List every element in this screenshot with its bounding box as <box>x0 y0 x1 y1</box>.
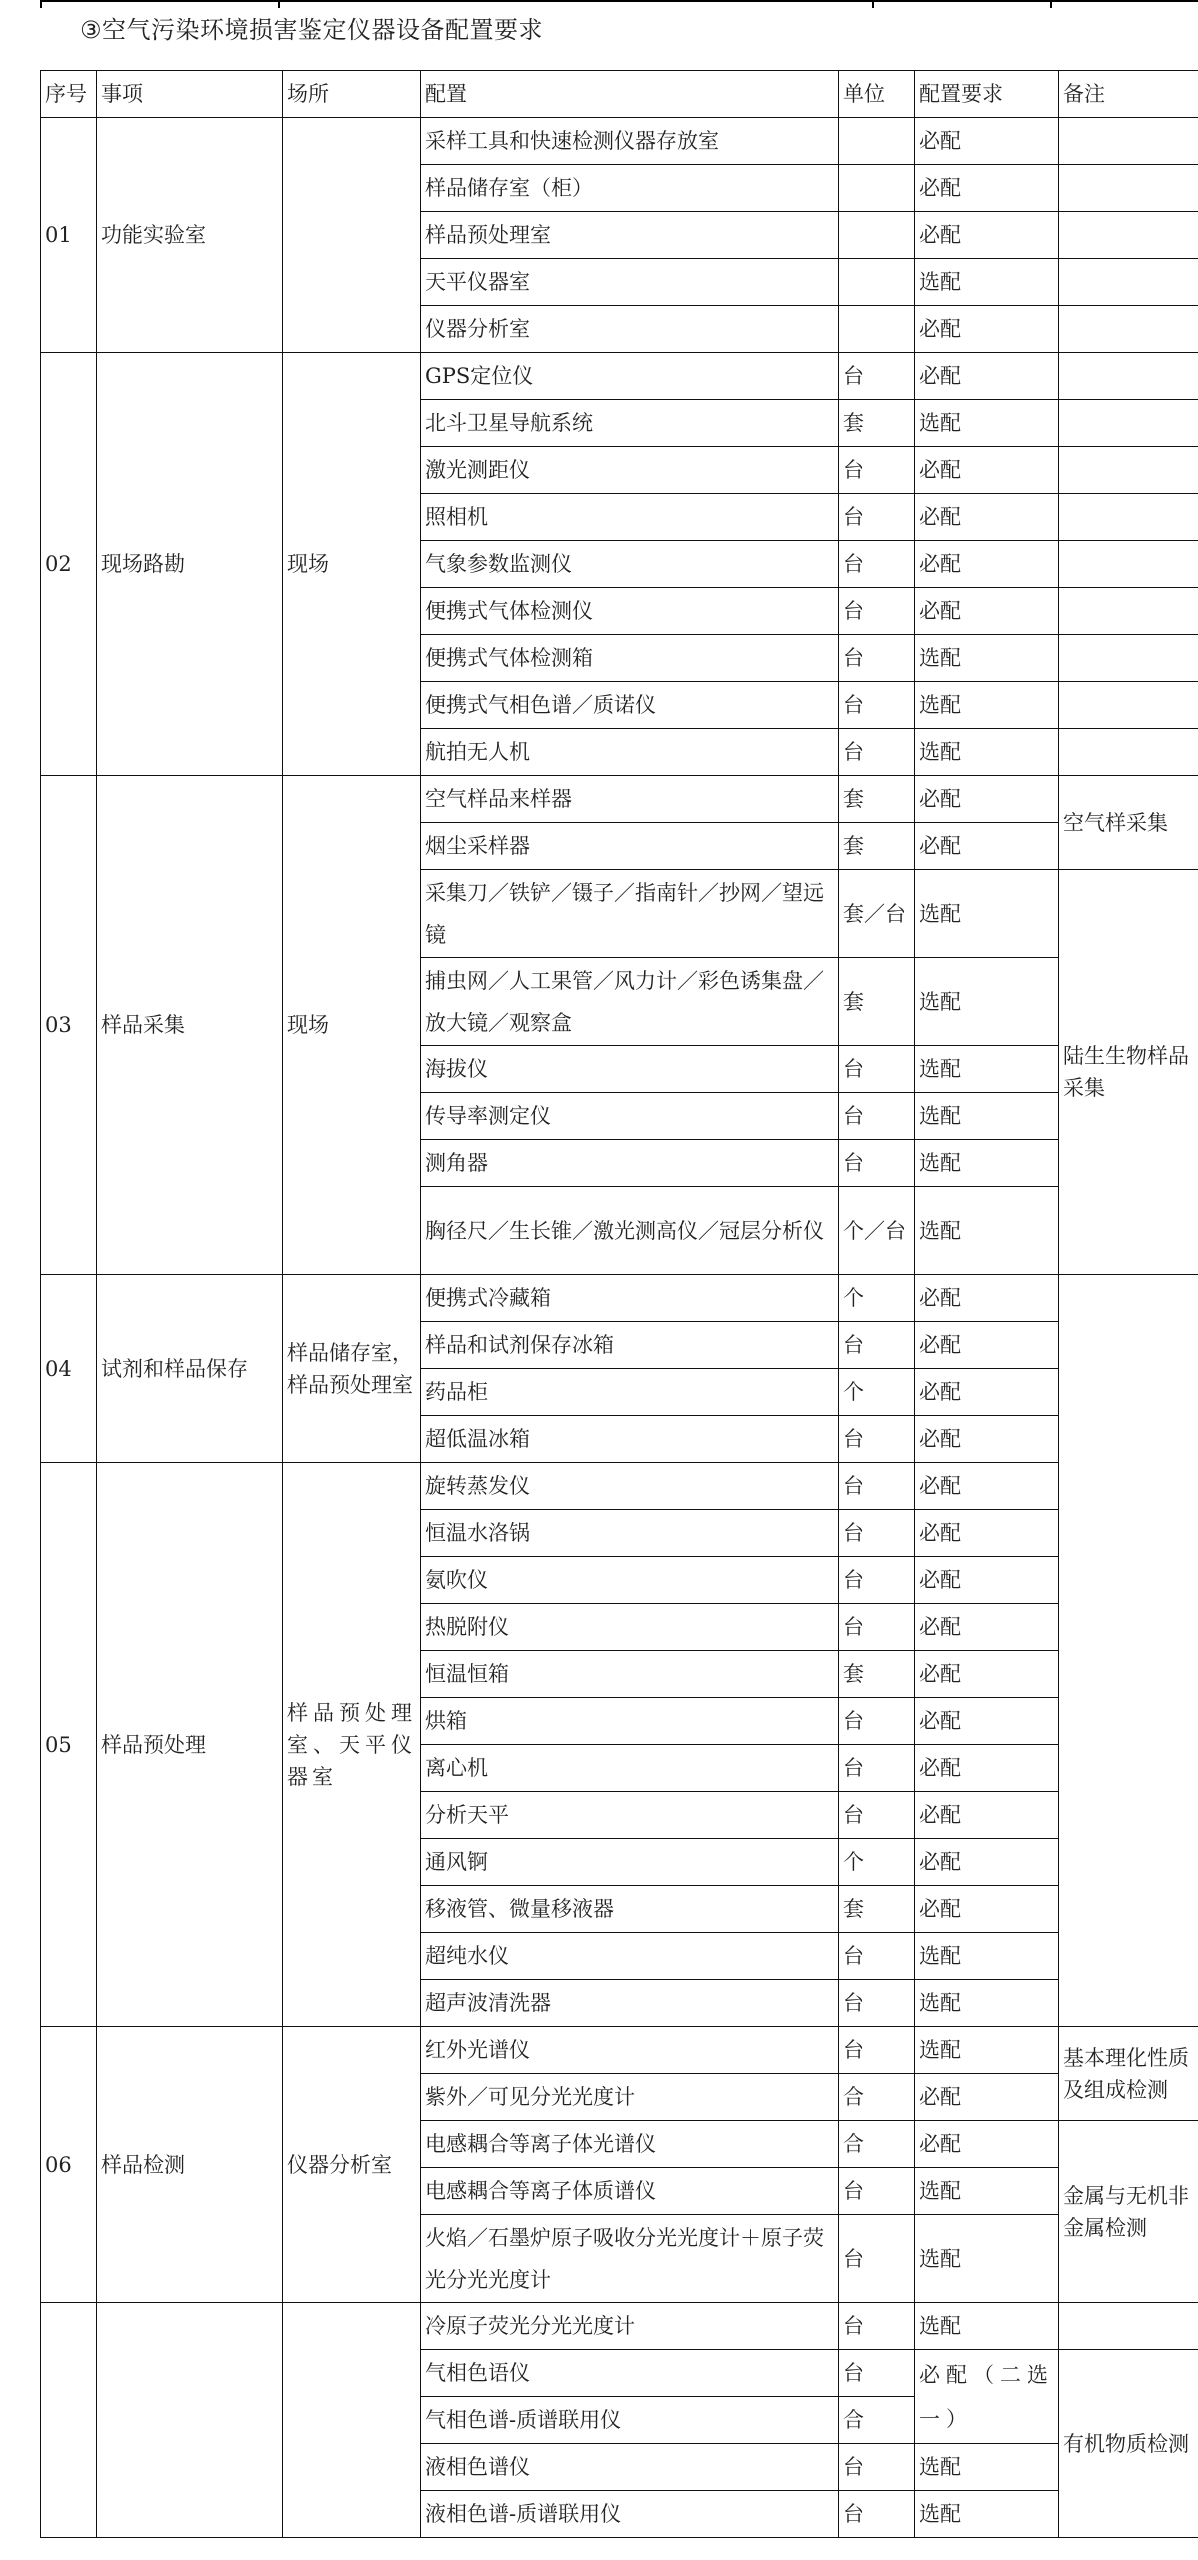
unit-cell: 套 <box>839 823 915 870</box>
note-cell: 空气样采集 <box>1059 776 1198 870</box>
unit-cell: 台 <box>839 494 915 541</box>
unit-cell: 台 <box>839 2444 915 2491</box>
group-place <box>283 118 421 353</box>
unit-cell: 合 <box>839 2121 915 2168</box>
note-cell <box>1059 494 1198 541</box>
note-cell <box>1059 118 1198 165</box>
config-cell: 胸径尺／生长锥／激光测高仪／冠层分析仪 <box>421 1187 839 1275</box>
requirement-cell: 必配 <box>915 165 1059 212</box>
config-cell: 紫外／可见分光光度计 <box>421 2074 839 2121</box>
requirement-cell: 选配 <box>915 958 1059 1046</box>
note-cell <box>1059 635 1198 682</box>
config-cell: 航拍无人机 <box>421 729 839 776</box>
unit-cell: 套 <box>839 958 915 1046</box>
group-no: 04 <box>41 1275 97 1463</box>
config-cell: 氨吹仪 <box>421 1557 839 1604</box>
note-cell: 金属与无机非金属检测 <box>1059 2121 1198 2303</box>
config-cell: 红外光谱仪 <box>421 2027 839 2074</box>
requirement-cell: 必配（二选一） <box>915 2350 1059 2444</box>
unit-cell: 台 <box>839 588 915 635</box>
config-cell: 样品和试剂保存冰箱 <box>421 1322 839 1369</box>
config-cell: 气相色谱-质谱联用仪 <box>421 2397 839 2444</box>
note-cell <box>1059 447 1198 494</box>
requirement-cell: 必配 <box>915 1275 1059 1322</box>
config-cell: 离心机 <box>421 1745 839 1792</box>
config-cell: 测角器 <box>421 1140 839 1187</box>
col-header-unit: 单位 <box>839 71 915 118</box>
config-cell: 空气样品来样器 <box>421 776 839 823</box>
section-heading: ③空气污染环境损害鉴定仪器设备配置要求 <box>80 17 544 44</box>
config-cell: 气相色语仪 <box>421 2350 839 2397</box>
col-header-place: 场所 <box>283 71 421 118</box>
table-row <box>41 1463 1198 1510</box>
requirement-cell: 必配 <box>915 353 1059 400</box>
unit-cell: 台 <box>839 353 915 400</box>
config-cell: GPS定位仪 <box>421 353 839 400</box>
config-cell: 超纯水仪 <box>421 1933 839 1980</box>
requirement-cell: 必配 <box>915 1322 1059 1369</box>
requirement-cell: 选配 <box>915 1093 1059 1140</box>
group-place <box>283 2303 421 2538</box>
config-cell: 便携式气体检测仪 <box>421 588 839 635</box>
group-place: 样品预处理室、天平仪器室 <box>283 1463 421 2027</box>
group-place: 现场 <box>283 776 421 1275</box>
note-cell <box>1059 400 1198 447</box>
unit-cell: 个／台 <box>839 1187 915 1275</box>
unit-cell: 个 <box>839 1369 915 1416</box>
requirement-cell: 选配 <box>915 1933 1059 1980</box>
group-item: 功能实验室 <box>97 118 283 353</box>
config-cell: 采集刀／铁铲／镊子／指南针／抄网／望远镜 <box>421 870 839 958</box>
unit-cell: 台 <box>839 1980 915 2027</box>
col-header-item: 事项 <box>97 71 283 118</box>
col-header-config: 配置 <box>421 71 839 118</box>
requirement-cell: 选配 <box>915 2303 1059 2350</box>
unit-cell: 台 <box>839 1416 915 1463</box>
unit-cell: 套／台 <box>839 870 915 958</box>
unit-cell: 台 <box>839 2215 915 2303</box>
unit-cell: 个 <box>839 1839 915 1886</box>
group-item: 样品预处理 <box>97 1463 283 2027</box>
group-item <box>97 2303 283 2538</box>
requirement-cell: 必配 <box>915 2121 1059 2168</box>
group-place: 现场 <box>283 353 421 776</box>
config-cell: 电感耦合等离子体光谱仪 <box>421 2121 839 2168</box>
config-cell: 捕虫网／人工果管／风力计／彩色诱集盘／放大镜／观察盒 <box>421 958 839 1046</box>
requirement-cell: 必配 <box>915 1792 1059 1839</box>
group-no: 03 <box>41 776 97 1275</box>
note-cell <box>1059 165 1198 212</box>
config-cell: 超低温冰箱 <box>421 1416 839 1463</box>
requirement-cell: 必配 <box>915 776 1059 823</box>
requirement-cell: 必配 <box>915 1839 1059 1886</box>
note-cell <box>1059 259 1198 306</box>
requirement-cell: 必配 <box>915 1369 1059 1416</box>
unit-cell: 台 <box>839 1046 915 1093</box>
config-cell: 天平仪器室 <box>421 259 839 306</box>
unit-cell: 套 <box>839 1651 915 1698</box>
requirement-cell: 选配 <box>915 1187 1059 1275</box>
config-cell: 海拔仪 <box>421 1046 839 1093</box>
unit-cell: 套 <box>839 1886 915 1933</box>
unit-cell: 台 <box>839 1322 915 1369</box>
requirement-cell: 选配 <box>915 400 1059 447</box>
group-no: 05 <box>41 1463 97 2027</box>
config-cell: 便携式气体检测箱 <box>421 635 839 682</box>
requirement-cell: 必配 <box>915 494 1059 541</box>
table-row <box>41 1275 1198 1322</box>
config-cell: 热脱附仪 <box>421 1604 839 1651</box>
col-header-requirement: 配置要求 <box>915 71 1059 118</box>
config-cell: 激光测距仪 <box>421 447 839 494</box>
note-cell <box>1059 2303 1198 2350</box>
unit-cell: 套 <box>839 776 915 823</box>
table-row <box>41 118 1198 165</box>
requirement-cell: 必配 <box>915 1463 1059 1510</box>
table-row <box>41 2303 1198 2350</box>
requirement-cell: 选配 <box>915 2027 1059 2074</box>
col-header-no: 序号 <box>41 71 97 118</box>
requirement-cell: 必配 <box>915 541 1059 588</box>
group-item: 样品检测 <box>97 2027 283 2303</box>
requirement-cell: 选配 <box>915 1980 1059 2027</box>
unit-cell: 台 <box>839 635 915 682</box>
unit-cell: 台 <box>839 1745 915 1792</box>
config-cell: 传导率测定仪 <box>421 1093 839 1140</box>
group-no: 01 <box>41 118 97 353</box>
unit-cell: 台 <box>839 2303 915 2350</box>
requirement-cell: 必配 <box>915 447 1059 494</box>
config-cell: 样品预处理室 <box>421 212 839 259</box>
requirement-cell: 选配 <box>915 1046 1059 1093</box>
config-cell: 便携式冷藏箱 <box>421 1275 839 1322</box>
table-header-row <box>41 71 1198 118</box>
unit-cell: 台 <box>839 1933 915 1980</box>
requirement-cell: 选配 <box>915 1140 1059 1187</box>
config-cell: 烘箱 <box>421 1698 839 1745</box>
note-cell <box>1059 682 1198 729</box>
config-cell: 便携式气相色谱／质诺仪 <box>421 682 839 729</box>
requirement-cell: 选配 <box>915 2215 1059 2303</box>
note-cell <box>1059 353 1198 400</box>
config-cell: 烟尘采样器 <box>421 823 839 870</box>
table-row <box>41 776 1198 823</box>
unit-cell <box>839 306 915 353</box>
note-cell <box>1059 729 1198 776</box>
requirement-cell: 必配 <box>915 823 1059 870</box>
requirement-cell: 必配 <box>915 1651 1059 1698</box>
unit-cell <box>839 118 915 165</box>
group-place: 样品储存室，样品预处理室 <box>283 1275 421 1463</box>
requirement-cell: 选配 <box>915 2491 1059 2538</box>
config-cell: 采样工具和快速检测仪器存放室 <box>421 118 839 165</box>
config-cell: 分析天平 <box>421 1792 839 1839</box>
config-cell: 火焰／石墨炉原子吸收分光光度计＋原子荧光分光光度计 <box>421 2215 839 2303</box>
requirement-cell: 必配 <box>915 118 1059 165</box>
table-top-border <box>40 0 1198 5</box>
note-cell: 陆生生物样品采集 <box>1059 870 1198 1275</box>
group-no <box>41 2303 97 2538</box>
config-cell: 移液管、微量移液器 <box>421 1886 839 1933</box>
note-cell <box>1059 212 1198 259</box>
config-cell: 旋转蒸发仪 <box>421 1463 839 1510</box>
note-cell <box>1059 541 1198 588</box>
note-cell <box>1059 588 1198 635</box>
config-cell: 样品储存室（柜） <box>421 165 839 212</box>
requirement-cell: 必配 <box>915 1745 1059 1792</box>
unit-cell: 台 <box>839 1140 915 1187</box>
unit-cell: 台 <box>839 1093 915 1140</box>
unit-cell: 台 <box>839 2491 915 2538</box>
unit-cell: 台 <box>839 1510 915 1557</box>
unit-cell: 套 <box>839 400 915 447</box>
requirement-cell: 选配 <box>915 870 1059 958</box>
equipment-table <box>40 70 1198 2538</box>
note-cell: 有机物质检测 <box>1059 2350 1198 2538</box>
requirement-cell: 选配 <box>915 2168 1059 2215</box>
config-cell: 气象参数监测仪 <box>421 541 839 588</box>
requirement-cell: 必配 <box>915 588 1059 635</box>
unit-cell: 台 <box>839 1792 915 1839</box>
requirement-cell: 选配 <box>915 259 1059 306</box>
unit-cell: 台 <box>839 447 915 494</box>
unit-cell: 台 <box>839 1698 915 1745</box>
requirement-cell: 必配 <box>915 306 1059 353</box>
unit-cell: 台 <box>839 682 915 729</box>
requirement-cell: 必配 <box>915 212 1059 259</box>
unit-cell <box>839 212 915 259</box>
note-cell <box>1059 1275 1198 2027</box>
unit-cell: 台 <box>839 1604 915 1651</box>
requirement-cell: 选配 <box>915 2444 1059 2491</box>
col-header-note: 备注 <box>1059 71 1198 118</box>
requirement-cell: 选配 <box>915 729 1059 776</box>
table-row <box>41 353 1198 400</box>
unit-cell: 台 <box>839 1463 915 1510</box>
group-item: 样品采集 <box>97 776 283 1275</box>
requirement-cell: 必配 <box>915 2074 1059 2121</box>
config-cell: 药品柜 <box>421 1369 839 1416</box>
requirement-cell: 选配 <box>915 635 1059 682</box>
requirement-cell: 必配 <box>915 1416 1059 1463</box>
config-cell: 超声波清洗器 <box>421 1980 839 2027</box>
unit-cell <box>839 259 915 306</box>
group-item: 现场路勘 <box>97 353 283 776</box>
group-item: 试剂和样品保存 <box>97 1275 283 1463</box>
unit-cell: 合 <box>839 2074 915 2121</box>
config-cell: 照相机 <box>421 494 839 541</box>
unit-cell: 台 <box>839 2027 915 2074</box>
requirement-cell: 选配 <box>915 682 1059 729</box>
config-cell: 通风锕 <box>421 1839 839 1886</box>
note-cell: 基本理化性质及组成检测 <box>1059 2027 1198 2121</box>
unit-cell: 个 <box>839 1275 915 1322</box>
unit-cell: 台 <box>839 2350 915 2397</box>
requirement-cell: 必配 <box>915 1604 1059 1651</box>
note-cell <box>1059 306 1198 353</box>
config-cell: 仪器分析室 <box>421 306 839 353</box>
unit-cell: 合 <box>839 2397 915 2444</box>
config-cell: 电感耦合等离子体质谱仪 <box>421 2168 839 2215</box>
table-row <box>41 2027 1198 2074</box>
config-cell: 液相色谱-质谱联用仪 <box>421 2491 839 2538</box>
config-cell: 液相色谱仪 <box>421 2444 839 2491</box>
unit-cell: 台 <box>839 541 915 588</box>
config-cell: 冷原子荧光分光光度计 <box>421 2303 839 2350</box>
group-no: 02 <box>41 353 97 776</box>
requirement-cell: 必配 <box>915 1886 1059 1933</box>
requirement-cell: 必配 <box>915 1698 1059 1745</box>
config-cell: 恒温水洛锅 <box>421 1510 839 1557</box>
group-no: 06 <box>41 2027 97 2303</box>
unit-cell: 台 <box>839 1557 915 1604</box>
group-place: 仪器分析室 <box>283 2027 421 2303</box>
unit-cell: 台 <box>839 729 915 776</box>
unit-cell: 台 <box>839 2168 915 2215</box>
unit-cell <box>839 165 915 212</box>
requirement-cell: 必配 <box>915 1557 1059 1604</box>
requirement-cell: 必配 <box>915 1510 1059 1557</box>
config-cell: 北斗卫星导航系统 <box>421 400 839 447</box>
config-cell: 恒温恒箱 <box>421 1651 839 1698</box>
